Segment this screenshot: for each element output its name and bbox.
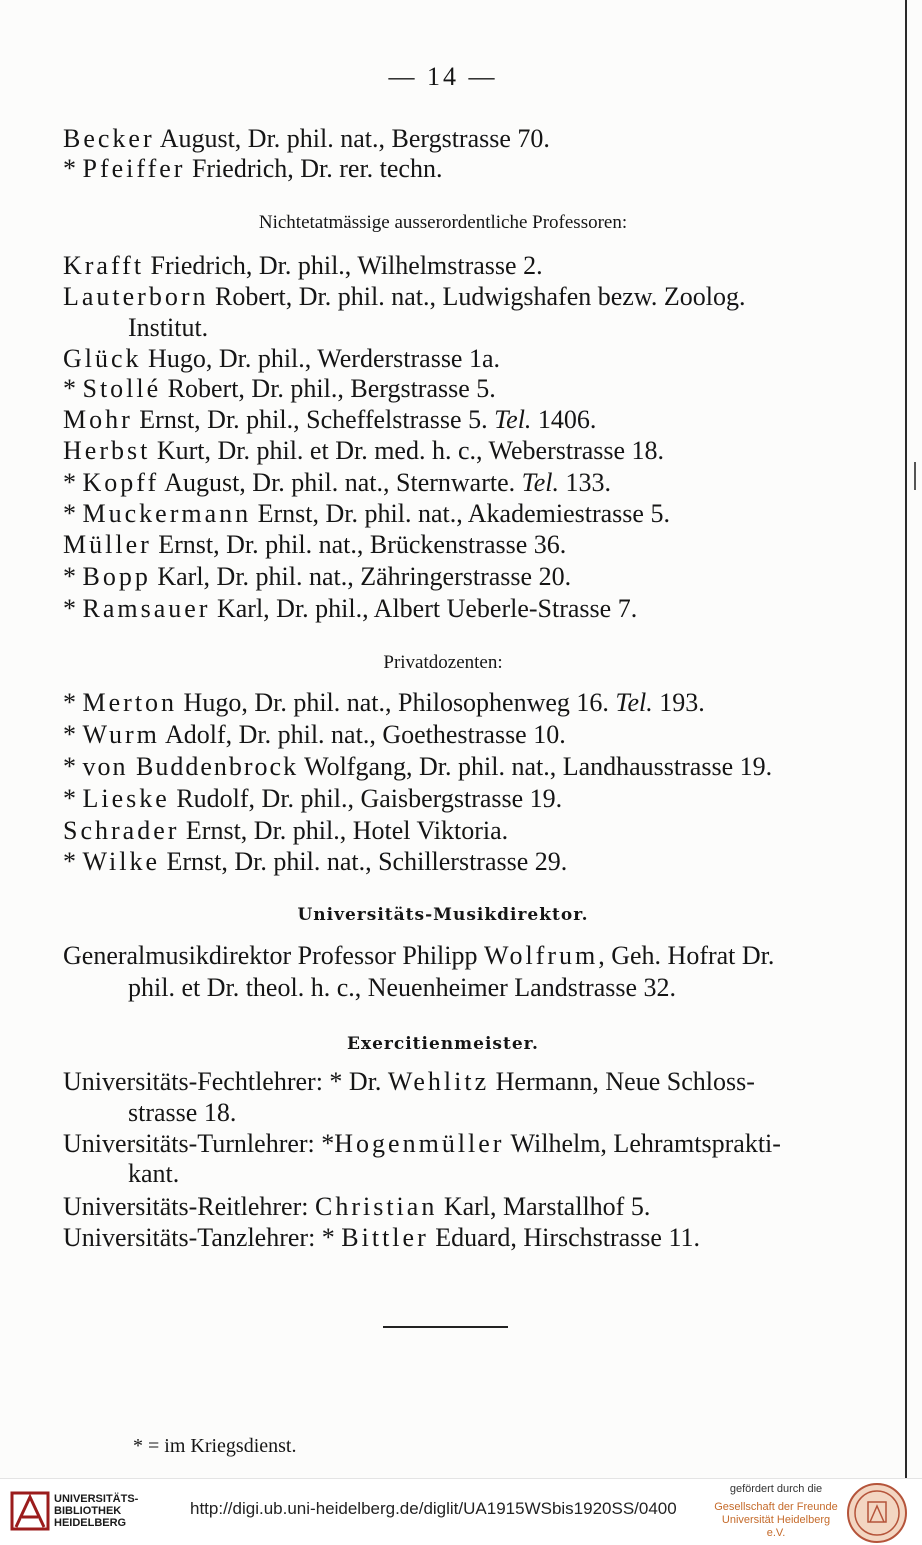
heading-professors: Nichtetatmässige ausserordentliche Professoren: (258, 212, 628, 233)
university-seal-icon (846, 1482, 908, 1544)
sponsor-label: gefördert durch die (729, 1483, 823, 1495)
footer-bar (0, 1478, 922, 1545)
entry-reitlehrer: Universitäts-Reitlehrer: Christian Karl, Marstallhof 5. (63, 1192, 651, 1221)
entry-bopp: * Bopp Karl, Dr. phil. nat., Zähringerstrasse 20. (63, 562, 572, 591)
entry-lauterborn: Lauterborn Robert, Dr. phil. nat., Ludwigshafen bezw. Zoolog. (63, 282, 746, 311)
permalink-url[interactable]: http://digi.ub.uni-heidelberg.de/diglit/UA1915WSbis1920SS/0400 (190, 1499, 677, 1518)
entry-wolfrum-cont: phil. et Dr. theol. h. c., Neuenheimer Landstrasse 32. (128, 973, 677, 1002)
entry-krafft: Krafft Friedrich, Dr. phil., Wilhelmstrasse 2. (63, 251, 543, 280)
entry-wolfrum: Generalmusikdirektor Professor Philipp Wolfrum, Geh. Hofrat Dr. (63, 941, 775, 970)
entry-schrader: Schrader Ernst, Dr. phil., Hotel Viktoria. (63, 816, 509, 845)
footnote: * = im Kriegsdienst. (133, 1435, 297, 1457)
page-edge-line (905, 0, 907, 1478)
entry-wurm: * Wurm Adolf, Dr. phil. nat., Goethestrasse 10. (63, 720, 566, 749)
entry-muckermann: * Muckermann Ernst, Dr. phil. nat., Akademiestrasse 5. (63, 499, 670, 528)
entry-herbst: Herbst Kurt, Dr. phil. et Dr. med. h. c., Weberstrasse 18. (63, 436, 665, 465)
entry-glueck: Glück Hugo, Dr. phil., Werderstrasse 1a. (63, 344, 501, 373)
page-edge-mark (914, 462, 916, 490)
heading-exercitienmeister: Exercitienmeister. (347, 1034, 539, 1054)
entry-fechtlehrer-cont: strasse 18. (128, 1098, 237, 1127)
entry-turnlehrer: Universitäts-Turnlehrer: *Hogenmüller Wilhelm, Lehramtsprakti- (63, 1129, 781, 1158)
entry-becker: Becker August, Dr. phil. nat., Bergstrasse 70. (63, 124, 550, 153)
entry-pfeiffer: * Pfeiffer Friedrich, Dr. rer. techn. (63, 154, 443, 183)
page-number: — 14 — (388, 62, 498, 91)
entry-lauterborn-cont: Institut. (128, 313, 209, 342)
entry-tanzlehrer: Universitäts-Tanzlehrer: * Bittler Eduard, Hirschstrasse 11. (63, 1223, 700, 1252)
library-name: UNIVERSITÄTS- BIBLIOTHEK HEIDELBERG (54, 1493, 139, 1529)
entry-mohr: Mohr Ernst, Dr. phil., Scheffelstrasse 5. Tel. 1406. (63, 405, 597, 434)
entry-buddenbrock: * von Buddenbrock Wolfgang, Dr. phil. nat., Landhausstrasse 19. (63, 752, 773, 781)
library-logo-icon (10, 1489, 50, 1533)
entry-wilke: * Wilke Ernst, Dr. phil. nat., Schillerstrasse 29. (63, 847, 568, 876)
entry-lieske: * Lieske Rudolf, Dr. phil., Gaisbergstrasse 19. (63, 784, 563, 813)
entry-merton: * Merton Hugo, Dr. phil. nat., Philosophenweg 16. Tel. 193. (63, 688, 705, 717)
sponsor-name: Gesellschaft der Freunde Universität Heidelberg e.V. (714, 1501, 838, 1539)
entry-mueller: Müller Ernst, Dr. phil. nat., Brückenstrasse 36. (63, 530, 567, 559)
entry-kopff: * Kopff August, Dr. phil. nat., Sternwarte. Tel. 133. (63, 468, 611, 497)
entry-stolle: * Stollé Robert, Dr. phil., Bergstrasse 5. (63, 374, 496, 403)
entry-fechtlehrer: Universitäts-Fechtlehrer: * Dr. Wehlitz Hermann, Neue Schloss- (63, 1067, 755, 1096)
heading-privatdozenten: Privatdozenten: (383, 652, 503, 673)
entry-ramsauer: * Ramsauer Karl, Dr. phil., Albert Ueberle-Strasse 7. (63, 594, 638, 623)
separator-rule (383, 1326, 508, 1328)
entry-turnlehrer-cont: kant. (128, 1159, 180, 1188)
heading-musikdirektor: Universitäts-Musikdirektor. (297, 905, 589, 925)
